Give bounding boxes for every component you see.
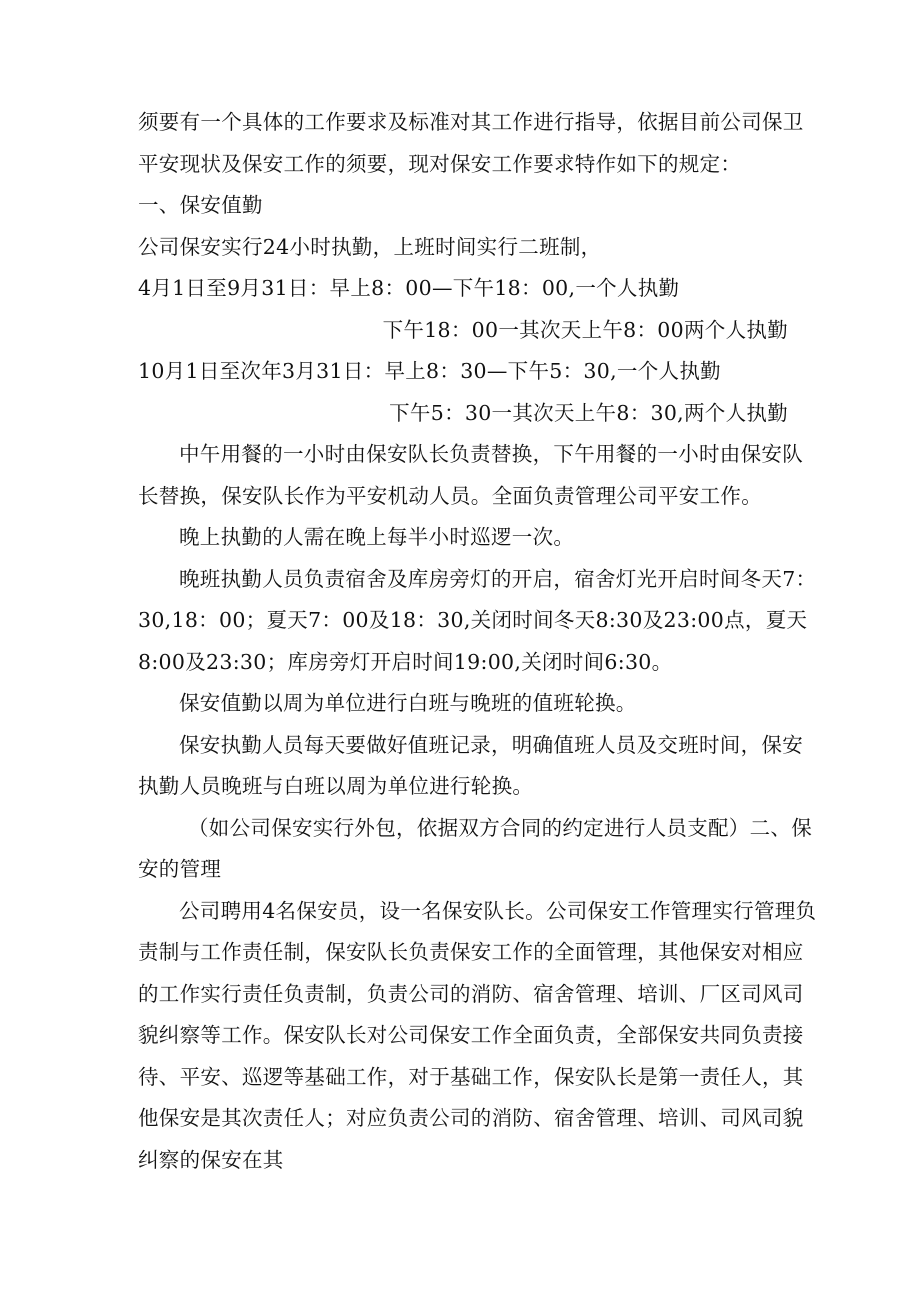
document-body — [138, 102, 818, 1181]
paragraph-intro: 须要有一个具体的工作要求及标准对其工作进行指导，依据目前公司保卫平安现状及保安工作的须要，现对保安工作要求特作如下的规定： — [138, 110, 804, 176]
schedule-winter-night: 下午5：30一其次天上午8：30,两个人执勤 — [389, 400, 788, 425]
paragraph-shift-system: 公司保安实行24小时执勤，上班时间实行二班制， — [138, 234, 602, 259]
paragraph-weekly-rotation: 保安值勤以周为单位进行白班与晚班的值班轮换。 — [179, 691, 637, 715]
section-heading-duty: 一、保安值勤 — [138, 193, 263, 217]
paragraph-night-patrol: 晚上执勤的人需在晚上每半小时巡逻一次。 — [179, 525, 575, 549]
schedule-winter-day: 10月1日至次年3月31日：早上8：30—下午5：30,一个人执勤 — [138, 359, 721, 383]
paragraph-lighting: 晚班执勤人员负责宿舍及库房旁灯的开启，宿舍灯光开启时间冬天7：30,18：00；夏天7：00及18：30,关闭时间冬天8:30及23:00点，夏天8:00及23:30；库房旁灯开启时间19:00,关闭时间6:30。 — [138, 566, 817, 674]
paragraph-meal-relief: 中午用餐的一小时由保安队长负责替换，下午用餐的一小时由保安队长替换，保安队长作为平安机动人员。全面负责管理公司平安工作。 — [138, 442, 803, 508]
schedule-summer-night: 下午18：00一其次天上午8：00两个人执勤 — [382, 317, 788, 342]
paragraph-outsourcing-and-section-two: （如公司保安实行外包，依据双方合同的约定进行人员支配）二、保安的管理 — [138, 815, 812, 881]
paragraph-management: 公司聘用4名保安员，设一名保安队长。公司保安工作管理实行管理负责制与工作责任制，保安队长负责保安工作的全面管理，其他保安对相应的工作实行责任负责制，负责公司的消防、宿舍管理、培训、厂区司风司貌纠察等工作。保安队长对公司保安工作全面负责，全部保安共同负责接待、平安、巡逻等基础工作，对于基础工作，保安队长是第一责任人，其他保安是其次责任人；对应负责公司的消防、宿舍管理、培训、司风司貌纠察的保安在其 — [138, 898, 817, 1172]
schedule-summer-day: 4月1日至9月31日：早上8：00—下午18：00,一个人执勤 — [138, 276, 680, 300]
paragraph-duty-record: 保安执勤人员每天要做好值班记录，明确值班人员及交班时间，保安执勤人员晚班与白班以周为单位进行轮换。 — [138, 732, 803, 798]
